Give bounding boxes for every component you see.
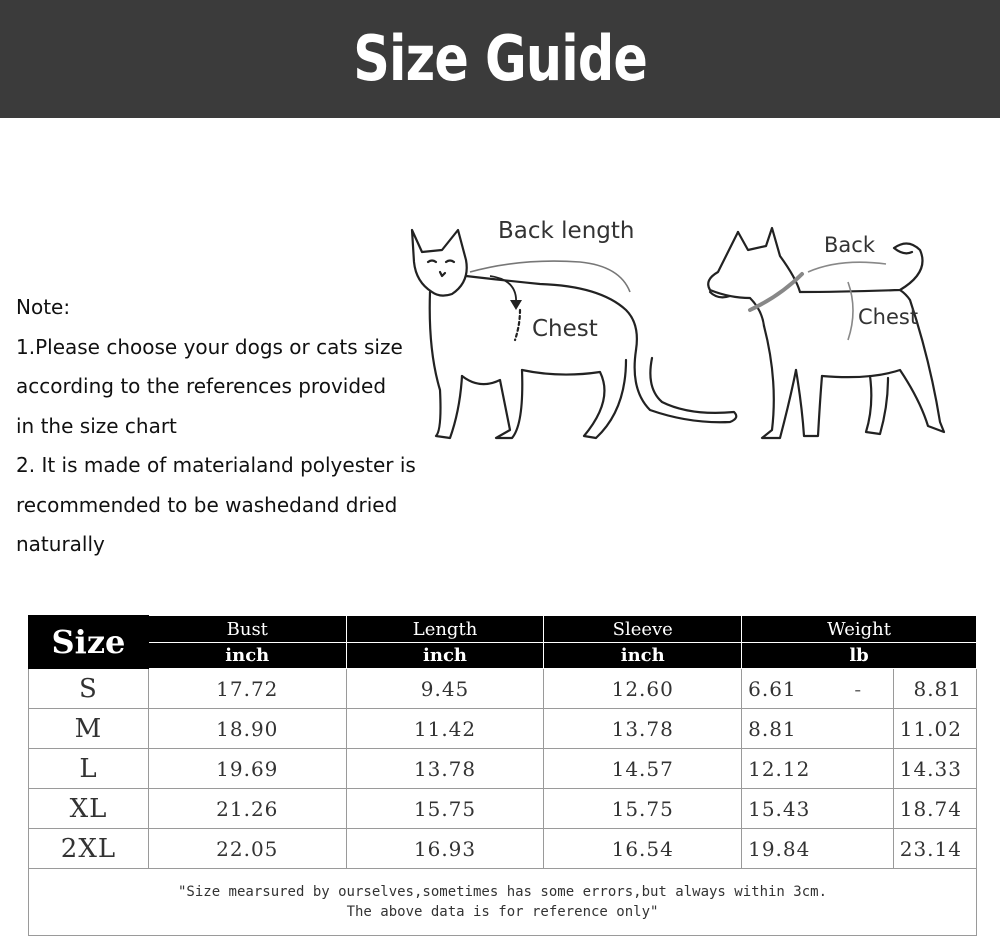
length-cell: 16.93 xyxy=(346,829,544,869)
length-cell: 13.78 xyxy=(346,749,544,789)
note-line: Note: xyxy=(16,295,71,319)
length-cell: 9.45 xyxy=(346,669,544,709)
weight-min-cell: 12.12 xyxy=(742,749,824,789)
weight-max-cell: 23.14 xyxy=(893,829,976,869)
table-row xyxy=(29,749,977,789)
weight-max-cell: 14.33 xyxy=(893,749,976,789)
bust-column-header: Bust xyxy=(148,616,346,643)
weight-min-cell: 19.84 xyxy=(742,829,824,869)
table-unit-row xyxy=(29,643,977,669)
sleeve-cell: 13.78 xyxy=(544,709,742,749)
length-column-header: Length xyxy=(346,616,544,643)
bust-cell: 17.72 xyxy=(148,669,346,709)
footnote-row xyxy=(29,869,977,936)
header-banner xyxy=(0,0,1000,118)
note-line: 1.Please choose your dogs or cats size xyxy=(16,334,403,359)
weight-separator xyxy=(824,749,894,789)
weight-max-cell: 11.02 xyxy=(893,709,976,749)
bust-cell: 22.05 xyxy=(148,829,346,869)
note-line: recommended to be washedand dried xyxy=(16,492,398,517)
measurement-illustration xyxy=(400,200,980,460)
length-unit: inch xyxy=(346,643,544,669)
note-line: according to the references provided xyxy=(16,374,387,398)
note-line: in the size chart xyxy=(16,413,177,438)
weight-separator xyxy=(824,829,894,869)
table-row xyxy=(29,829,977,869)
table-row xyxy=(29,669,977,709)
note-line: 2. It is made of materialand polyester is xyxy=(16,453,416,477)
dog-drawing-icon xyxy=(708,228,944,438)
weight-separator xyxy=(824,709,894,749)
weight-unit: lb xyxy=(742,643,977,669)
bust-cell: 19.69 xyxy=(148,749,346,789)
page-title: Size Guide xyxy=(353,21,647,95)
size-column-header: Size xyxy=(29,616,149,669)
size-chart-table xyxy=(28,615,977,936)
bust-unit: inch xyxy=(148,643,346,669)
note-section xyxy=(16,288,436,565)
footnote xyxy=(29,869,977,936)
weight-separator: - xyxy=(824,669,894,709)
size-cell: S xyxy=(29,669,149,709)
note-line: naturally xyxy=(16,532,105,556)
table-row xyxy=(29,709,977,749)
size-cell: XL xyxy=(29,789,149,829)
sleeve-unit: inch xyxy=(544,643,742,669)
bust-cell: 21.26 xyxy=(148,789,346,829)
sleeve-cell: 16.54 xyxy=(544,829,742,869)
dog-back-arrow-icon xyxy=(808,262,886,272)
bust-cell: 18.90 xyxy=(148,709,346,749)
length-cell: 11.42 xyxy=(346,709,544,749)
weight-max-cell: 8.81 xyxy=(893,669,976,709)
weight-min-cell: 6.61 xyxy=(742,669,824,709)
weight-min-cell: 8.81 xyxy=(742,709,824,749)
sleeve-column-header: Sleeve xyxy=(544,616,742,643)
footnote-line: "Size mearsured by ourselves,sometimes has some errors,but always within 3cm. xyxy=(177,884,827,900)
length-cell: 15.75 xyxy=(346,789,544,829)
arrowhead-icon xyxy=(510,300,522,310)
sleeve-cell: 15.75 xyxy=(544,789,742,829)
dog-chest-label: Chest xyxy=(858,305,919,329)
weight-separator xyxy=(824,789,894,829)
size-cell: L xyxy=(29,749,149,789)
size-cell: M xyxy=(29,709,149,749)
weight-column-header: Weight xyxy=(742,616,977,643)
weight-min-cell: 15.43 xyxy=(742,789,824,829)
table-header-row xyxy=(29,616,977,643)
size-cell: 2XL xyxy=(29,829,149,869)
weight-max-cell: 18.74 xyxy=(893,789,976,829)
sleeve-cell: 14.57 xyxy=(544,749,742,789)
dog-back-label: Back xyxy=(824,233,875,257)
cat-chest-label: Chest xyxy=(532,316,598,342)
table-row xyxy=(29,789,977,829)
cat-back-label: Back length xyxy=(498,218,635,244)
sleeve-cell: 12.60 xyxy=(544,669,742,709)
footnote-line: The above data is for reference only" xyxy=(346,904,659,920)
